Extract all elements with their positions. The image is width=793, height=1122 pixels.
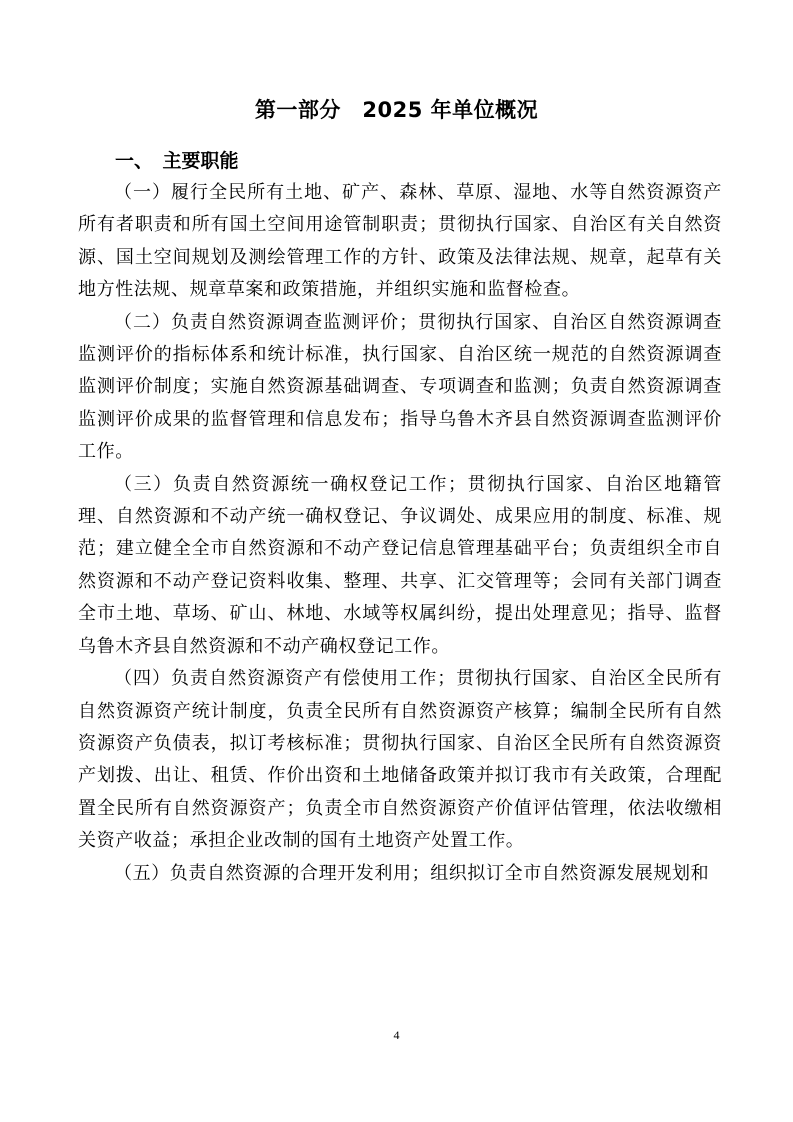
page-title: 第一部分 2025 年单位概况 bbox=[254, 98, 539, 122]
paragraph-2: （二）负责自然资源调查监测评价；贯彻执行国家、自治区自然资源调查监测评价的指标体系和统计标准，执行国家、自治区统一规范的自然资源调查监测评价制度；实施自然资源基础调查、专项调查和监测；负责自然资源调查监测评价成果的监督管理和信息发布；指导乌鲁木齐县自然资源调查监测评价工作。 bbox=[78, 311, 722, 463]
paragraph-3: （三）负责自然资源统一确权登记工作；贯彻执行国家、自治区地籍管理、自然资源和不动产统一确权登记、争议调处、成果应用的制度、标准、规范；建立健全全市自然资源和不动产登记信息管理基础平台；负责组织全市自然资源和不动产登记资料收集、整理、共享、汇交管理等；会同有关部门调查全市土地、草场、矿山、林地、水域等权属纠纷，提出处理意见；指导、监督乌鲁木齐县自然资源和不动产确权登记工作。 bbox=[78, 473, 722, 657]
paragraph-1: （一）履行全民所有土地、矿产、森林、草原、湿地、水等自然资源资产所有者职责和所有国土空间用途管制职责；贯彻执行国家、自治区有关自然资源、国土空间规划及测绘管理工作的方针、政策及法律法规、规章，起草有关地方性法规、规章草案和政策措施，并组织实施和监督检查。 bbox=[78, 182, 722, 301]
document-body bbox=[78, 177, 722, 890]
page-number: 4 bbox=[393, 1028, 400, 1042]
paragraph-4: （四）负责自然资源资产有偿使用工作；贯彻执行国家、自治区全民所有自然资源资产统计制度，负责全民所有自然资源资产核算；编制全民所有自然资源资产负债表，拟订考核标准；贯彻执行国家、自治区全民所有自然资源资产划拨、出让、租赁、作价出资和土地储备政策并拟订我市有关政策，合理配置全民所有自然资源资产；负责全市自然资源资产价值评估管理，依法收缴相关资产收益；承担企业改制的国有土地资产处置工作。 bbox=[78, 668, 722, 852]
section-heading: 一、 主要职能 bbox=[115, 150, 239, 172]
paragraph-5: （五）负责自然资源的合理开发利用；组织拟订全市自然资源发展规划和 bbox=[114, 862, 710, 884]
